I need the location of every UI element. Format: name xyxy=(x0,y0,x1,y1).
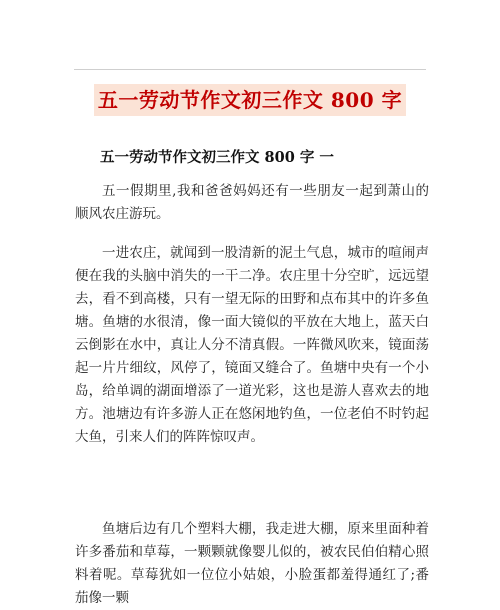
paragraph-2: 一进农庄，就闻到一股清新的泥土气息，城市的喧闹声便在我的头脑中消失的一干二净。农庄里十分空旷，远远望去，看不到高楼，只有一望无际的田野和点布其中的许多鱼塘。鱼塘的水很清，像一面大镜似的平放在大地上，蓝天白云倒影在水中，真让人分不清真假。一阵微风吹来，镜面荡起一片片细纹，风停了，镜面又缝合了。鱼塘中央有一个小岛，给单调的湖面增添了一道光彩，这也是游人喜欢去的地方。池塘边有许多游人正在悠闲地钓鱼，一位老伯不时钓起大鱼，引来人们的阵阵惊叹声。 xyxy=(75,245,429,445)
paragraph-3: 鱼塘后边有几个塑料大棚，我走进大棚，原来里面种着许多番茄和草莓，一颗颗就像婴儿似的，被农民伯伯精心照料着呢。草莓犹如一位位小姑娘，小脸蛋都羞得通红了;番茄像一颗 xyxy=(75,521,429,606)
title-container xyxy=(0,84,500,116)
section-heading: 五一劳动节作文初三作文 800 字 一 xyxy=(100,149,334,166)
header-divider xyxy=(74,69,426,70)
document-title: 五一劳动节作文初三作文 800 字 xyxy=(94,84,406,116)
paragraph-1: 五一假期里,我和爸爸妈妈还有一些朋友一起到萧山的顺风农庄游玩。 xyxy=(75,183,429,222)
